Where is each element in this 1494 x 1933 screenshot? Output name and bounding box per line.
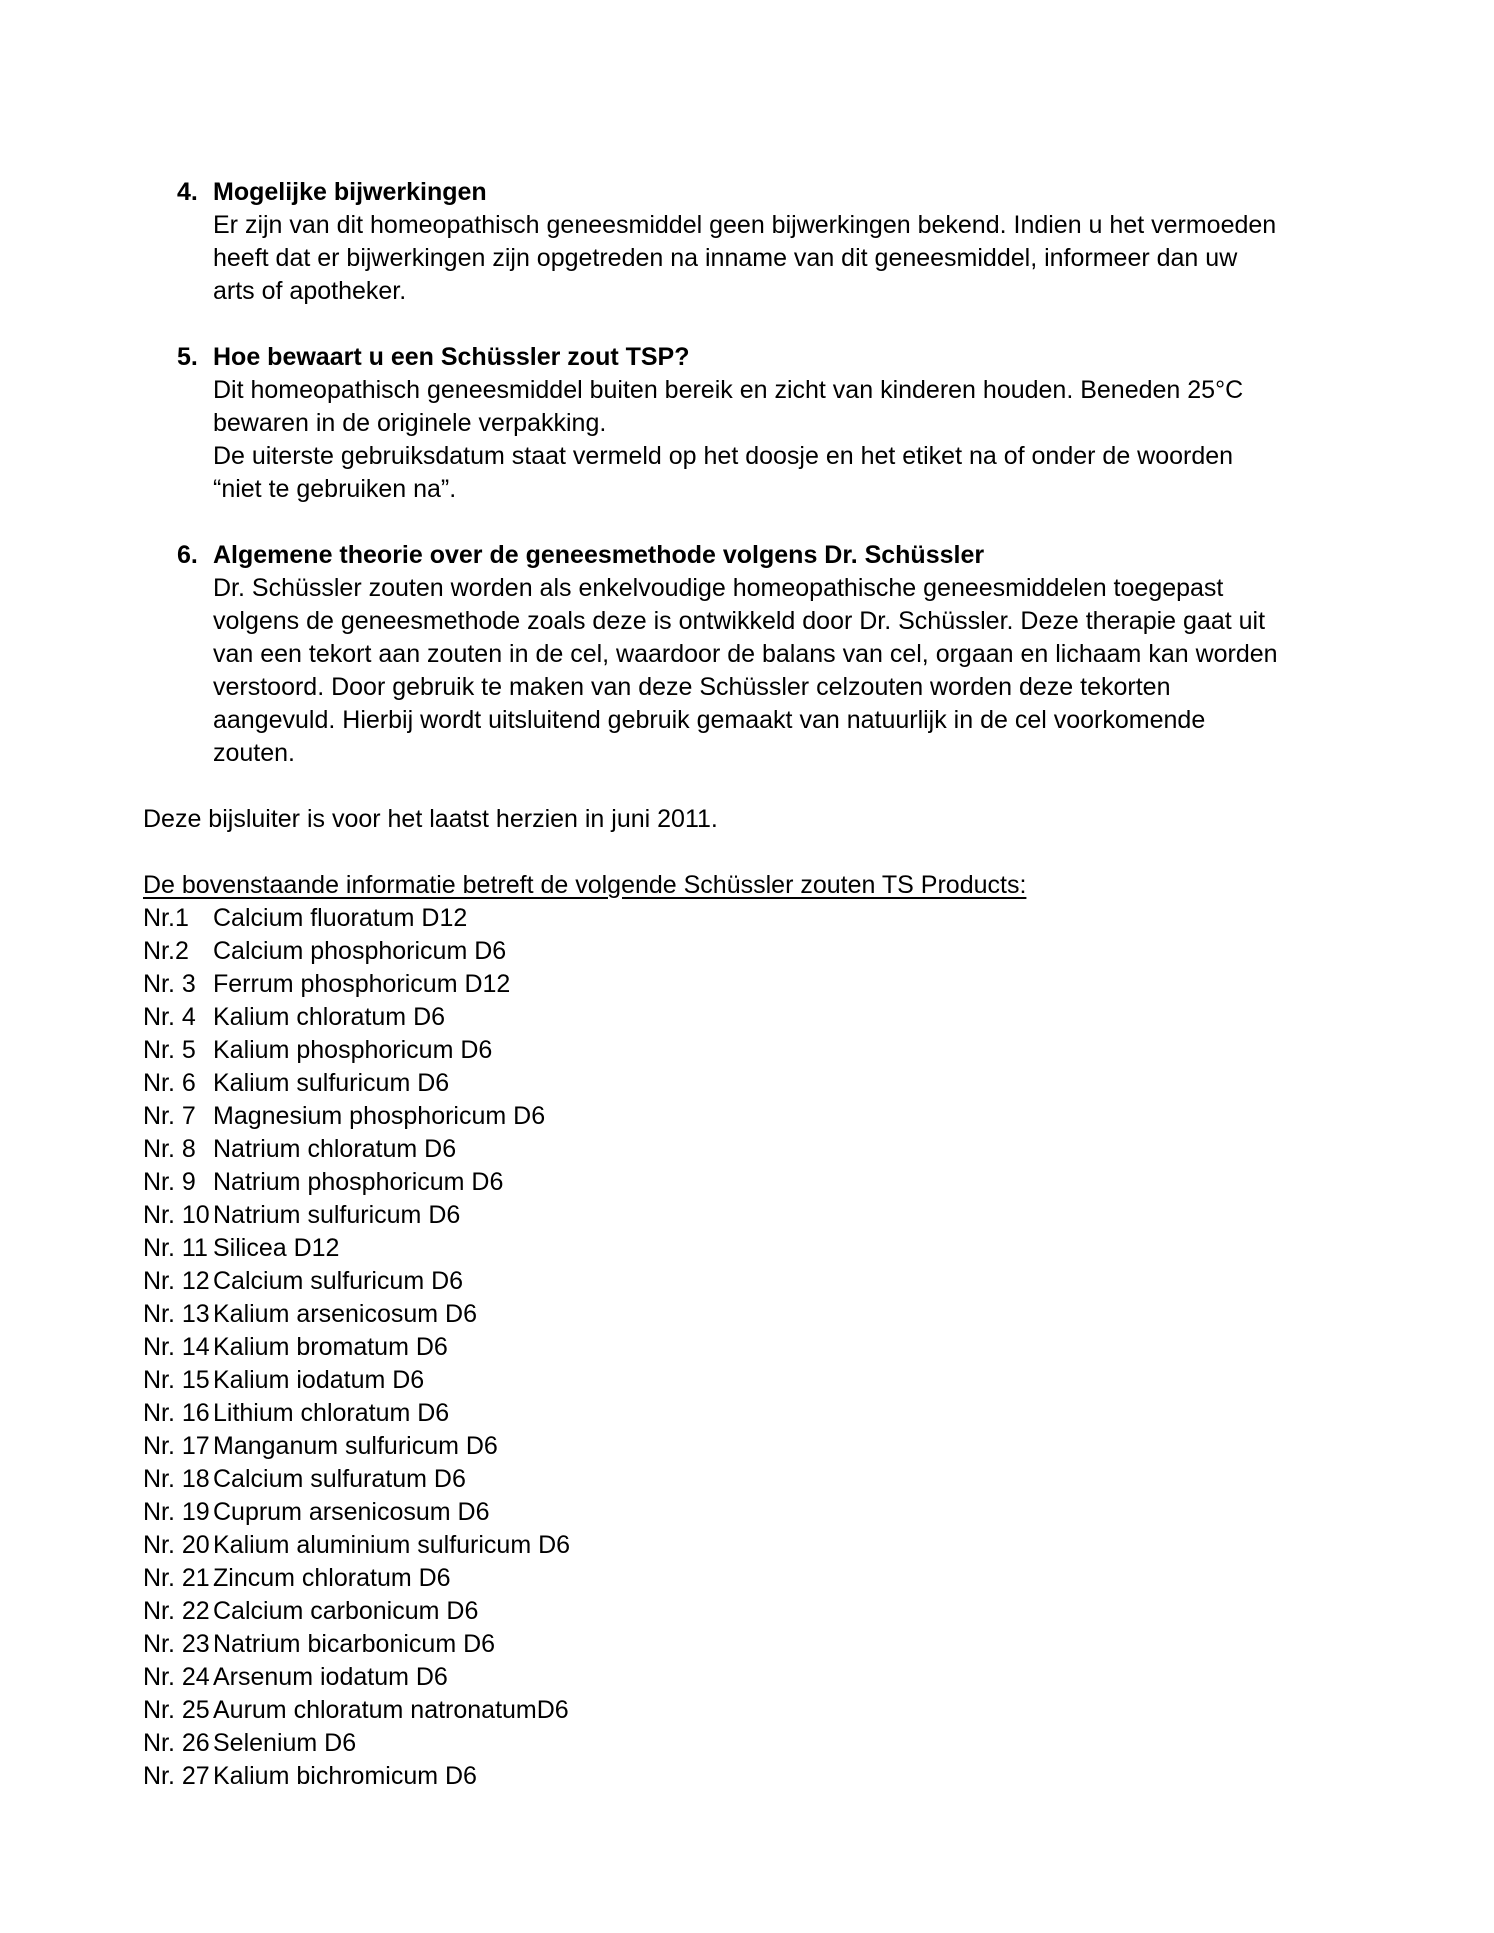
product-row <box>143 1133 1434 1166</box>
product-name: Natrium phosphoricum D6 <box>213 1168 504 1196</box>
product-name: Kalium aluminium sulfuricum D6 <box>213 1531 571 1559</box>
product-name: Zincum chloratum D6 <box>213 1564 451 1592</box>
body-line: arts of apotheker. <box>213 277 407 305</box>
product-row <box>143 1166 1434 1199</box>
products-heading: De bovenstaande informatie betreft de volgende Schüssler zouten TS Products: <box>143 871 1027 899</box>
section-heading <box>143 539 1434 572</box>
product-name: Kalium phosphoricum D6 <box>213 1036 493 1064</box>
product-name: Calcium carbonicum D6 <box>213 1597 479 1625</box>
product-number: Nr. 24 <box>143 1663 210 1691</box>
product-name: Silicea D12 <box>213 1234 340 1262</box>
product-name: Aurum chloratum natronatumD6 <box>213 1696 569 1724</box>
product-number: Nr. 5 <box>143 1036 196 1064</box>
product-row <box>143 902 1434 935</box>
product-number: Nr. 11 <box>143 1234 208 1262</box>
product-number: Nr. 18 <box>143 1465 210 1493</box>
product-row <box>143 1496 1434 1529</box>
product-row <box>143 1430 1434 1463</box>
product-row <box>143 1067 1434 1100</box>
product-name: Calcium fluoratum D12 <box>213 904 468 932</box>
section-bijwerkingen <box>143 176 1434 308</box>
product-row <box>143 1001 1434 1034</box>
product-number: Nr. 10 <box>143 1201 210 1229</box>
product-number: Nr. 4 <box>143 1003 196 1031</box>
product-row <box>143 1199 1434 1232</box>
body-line: heeft dat er bijwerkingen zijn opgetreden na inname van dit geneesmiddel, informeer dan uw <box>213 244 1238 272</box>
product-name: Calcium phosphoricum D6 <box>213 937 507 965</box>
product-row <box>143 1331 1434 1364</box>
product-name: Calcium sulfuricum D6 <box>213 1267 464 1295</box>
product-number: Nr. 7 <box>143 1102 196 1130</box>
product-row <box>143 1034 1434 1067</box>
body-line: Dit homeopathisch geneesmiddel buiten bereik en zicht van kinderen houden. Beneden 25°C <box>213 376 1244 404</box>
product-number: Nr. 17 <box>143 1432 210 1460</box>
product-row <box>143 1463 1434 1496</box>
product-number: Nr. 23 <box>143 1630 210 1658</box>
product-row <box>143 1628 1434 1661</box>
product-number: Nr. 25 <box>143 1696 210 1724</box>
product-row <box>143 1661 1434 1694</box>
product-number: Nr. 21 <box>143 1564 210 1592</box>
product-row <box>143 1298 1434 1331</box>
product-number: Nr. 16 <box>143 1399 210 1427</box>
product-number: Nr. 8 <box>143 1135 196 1163</box>
product-name: Natrium bicarbonicum D6 <box>213 1630 496 1658</box>
body-line: Dr. Schüssler zouten worden als enkelvoudige homeopathische geneesmiddelen toegepast <box>213 574 1224 602</box>
product-name: Kalium iodatum D6 <box>213 1366 425 1394</box>
product-row <box>143 1397 1434 1430</box>
product-number: Nr. 19 <box>143 1498 210 1526</box>
section-heading <box>143 176 1434 209</box>
product-name: Ferrum phosphoricum D12 <box>213 970 511 998</box>
product-name: Kalium sulfuricum D6 <box>213 1069 450 1097</box>
products-list <box>143 869 1434 1793</box>
product-name: Kalium arsenicosum D6 <box>213 1300 477 1328</box>
product-name: Arsenum iodatum D6 <box>213 1663 448 1691</box>
body-line: De uiterste gebruiksdatum staat vermeld op het doosje en het etiket na of onder de woorden <box>213 442 1234 470</box>
product-row <box>143 968 1434 1001</box>
product-name: Cuprum arsenicosum D6 <box>213 1498 490 1526</box>
product-name: Lithium chloratum D6 <box>213 1399 450 1427</box>
product-number: Nr. 13 <box>143 1300 210 1328</box>
revision-note: Deze bijsluiter is voor het laatst herzien in juni 2011. <box>143 805 718 833</box>
body-line: “niet te gebruiken na”. <box>213 475 457 503</box>
product-name: Selenium D6 <box>213 1729 357 1757</box>
body-line: bewaren in de originele verpakking. <box>213 409 607 437</box>
product-row <box>143 1364 1434 1397</box>
product-row <box>143 1562 1434 1595</box>
product-row <box>143 1595 1434 1628</box>
product-number: Nr.1 <box>143 904 189 932</box>
section-title: Algemene theorie over de geneesmethode volgens Dr. Schüssler <box>213 541 985 569</box>
product-number: Nr. 27 <box>143 1762 210 1790</box>
body-line: verstoord. Door gebruik te maken van deze Schüssler celzouten worden deze tekorten <box>213 673 1171 701</box>
product-number: Nr.2 <box>143 937 189 965</box>
product-name: Natrium sulfuricum D6 <box>213 1201 461 1229</box>
body-line: volgens de geneesmethode zoals deze is ontwikkeld door Dr. Schüssler. Deze therapie gaat uit <box>213 607 1266 635</box>
product-row <box>143 1232 1434 1265</box>
section-title: Hoe bewaart u een Schüssler zout TSP? <box>213 343 690 371</box>
product-number: Nr. 6 <box>143 1069 196 1097</box>
product-number: Nr. 14 <box>143 1333 210 1361</box>
product-row <box>143 935 1434 968</box>
product-number: Nr. 15 <box>143 1366 210 1394</box>
product-name: Calcium sulfuratum D6 <box>213 1465 466 1493</box>
section-title: Mogelijke bijwerkingen <box>213 178 487 206</box>
product-number: Nr. 12 <box>143 1267 210 1295</box>
product-number: Nr. 3 <box>143 970 196 998</box>
section-number: 5. <box>177 343 198 371</box>
section-algemene-theorie <box>143 539 1434 770</box>
product-name: Manganum sulfuricum D6 <box>213 1432 498 1460</box>
product-row <box>143 1727 1434 1760</box>
body-line: aangevuld. Hierbij wordt uitsluitend gebruik gemaakt van natuurlijk in de cel voorkomende <box>213 706 1206 734</box>
product-row <box>143 1100 1434 1133</box>
product-row <box>143 1265 1434 1298</box>
product-name: Natrium chloratum D6 <box>213 1135 457 1163</box>
body-line: Er zijn van dit homeopathisch geneesmiddel geen bijwerkingen bekend. Indien u het vermoeden <box>213 211 1277 239</box>
product-name: Kalium bichromicum D6 <box>213 1762 477 1790</box>
section-heading <box>143 341 1434 374</box>
product-name: Kalium bromatum D6 <box>213 1333 448 1361</box>
section-number: 4. <box>177 178 198 206</box>
product-row <box>143 1694 1434 1727</box>
product-number: Nr. 22 <box>143 1597 210 1625</box>
product-name: Magnesium phosphoricum D6 <box>213 1102 546 1130</box>
product-number: Nr. 9 <box>143 1168 196 1196</box>
section-bewaren <box>143 341 1434 506</box>
product-number: Nr. 20 <box>143 1531 210 1559</box>
product-name: Kalium chloratum D6 <box>213 1003 446 1031</box>
product-number: Nr. 26 <box>143 1729 210 1757</box>
body-line: van een tekort aan zouten in de cel, waardoor de balans van cel, orgaan en lichaam kan worden <box>213 640 1278 668</box>
body-line: zouten. <box>213 739 296 767</box>
section-number: 6. <box>177 541 198 569</box>
product-row <box>143 1760 1434 1793</box>
product-row <box>143 1529 1434 1562</box>
